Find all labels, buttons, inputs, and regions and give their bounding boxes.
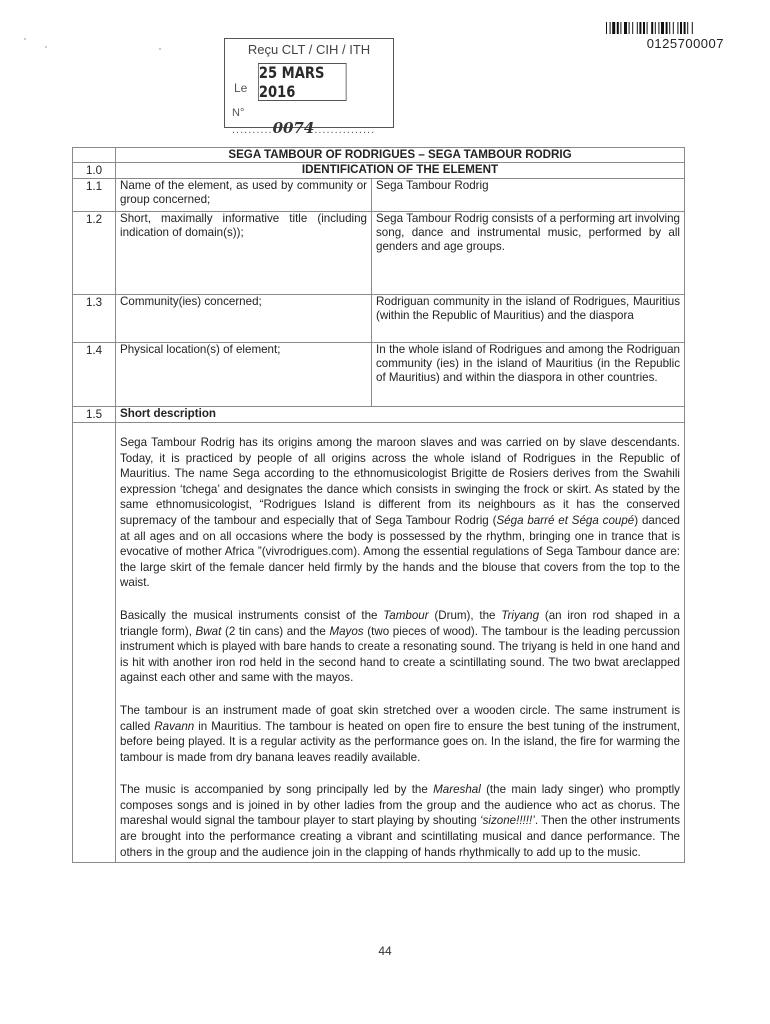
received-stamp	[224, 38, 394, 137]
barcode-bar	[620, 22, 621, 34]
document-title: SEGA TAMBOUR OF RODRIGUES – SEGA TAMBOUR RODRIG	[116, 148, 685, 163]
barcode-bar	[617, 22, 619, 34]
stamp-number-label: N°	[232, 107, 245, 119]
description-paragraph: Sega Tambour Rodrig has its origins among the maroon slaves and was carried on by slave descendants. Today, it is practiced by people of all origins across the whole island of Rodrigues in the Republic of Mauritius. The name Sega according to the ethnomusicologist Brigitte de Rosiers derives from the Swahili expression ‘tchega’ and designates the dance which consists in swinging the frock or skirt. As stated by the same ethnomusicologist, “Rodrigues Island is different from its neighbours as it has the conserved supremacy of the tambour and especially that of Sega Tambour Rodrig (Séga barré et Séga coupé) danced at all ages and on all occasions where the body is possessed by the rhythm, bringing one in trance that is evocative of mother Africa ”(vivrodrigues.com). Among the essential regulations of Sega Tambour dance are: the large skirt of the female dancer held firmly by the hands and the blouse that covers from the top to the waist.	[120, 436, 680, 590]
barcode-bar	[684, 22, 686, 34]
stamp-number-value: 0074	[272, 119, 315, 137]
barcode-bar	[692, 22, 693, 34]
barcode-bar	[629, 22, 630, 34]
barcode-bar	[610, 22, 611, 34]
barcode-bar	[655, 22, 656, 34]
barcode-bar	[680, 22, 682, 34]
section-number: 1.0	[73, 163, 116, 179]
section-heading: IDENTIFICATION OF THE ELEMENT	[116, 163, 685, 179]
barcode-bar	[606, 22, 607, 34]
barcode-bar	[687, 22, 688, 34]
scan-speck	[24, 38, 26, 40]
barcode-bar	[651, 22, 653, 34]
barcode-bar	[643, 22, 645, 34]
description-heading: Short description	[116, 407, 685, 423]
description-paragraph: Basically the musical instruments consist of the Tambour (Drum), the Triyang (an iron rod shaped in a triangle form), Bwat (2 tin cans) and the Mayos (two pieces of wood). The tambour is the leading percussion instrument which is played with bare hands to create a resonating sound. The triyang is held in one hand and is hit with another iron rod held in the second hand to create a scintillating sound. The two bwat areclapped against each other and same with the mayos.	[120, 608, 680, 685]
barcode-bar	[632, 22, 633, 34]
row-number: 1.5	[73, 407, 116, 423]
barcode-bar	[647, 22, 648, 34]
description-heading-row	[73, 407, 685, 423]
table-row	[73, 295, 685, 343]
page-number: 44	[378, 944, 392, 958]
row-value: Rodriguan community in the island of Rodrigues, Mauritius (within the Republic of Mauritius) and the diaspora	[372, 295, 685, 343]
row-value: Sega Tambour Rodrig	[372, 179, 685, 212]
description-paragraph: The tambour is an instrument made of goat skin stretched over a wooden circle. The same instrument is called Ravann in Mauritius. The tambour is heated on open fire to ensure the best tuning of the instrument, before being played. It is a regular activity as the performance goes on. In the island, the fire for warming the tambour is made from dry banana leaves readily available.	[120, 703, 680, 764]
description-body-row	[73, 423, 685, 863]
barcode-bar	[673, 22, 674, 34]
inventory-table	[72, 147, 685, 863]
row-number: 1.4	[73, 343, 116, 407]
table-row	[73, 212, 685, 295]
barcode-bar	[624, 22, 627, 34]
row-label: Physical location(s) of element;	[116, 343, 372, 407]
table-row	[73, 343, 685, 407]
scan-speck	[45, 46, 47, 48]
row-label: Name of the element, as used by community or group concerned;	[116, 179, 372, 212]
barcode-bar	[612, 22, 615, 34]
barcode-bar	[661, 22, 664, 34]
description-body	[116, 423, 685, 863]
barcode-bar	[637, 22, 638, 34]
row-number: 1.2	[73, 212, 116, 295]
description-paragraph: The music is accompanied by song principally led by the Mareshal (the main lady singer) who promptly composes songs and is joined in by other ladies from the group and the audience who act as chorus. The mareshal would signal the tambour player to start playing by shouting ‘sizone!!!!!’. Then the other instruments are brought into the performance creating a vibrant and scintillating musical and dance performance. The others in the group and the audience join in the clapping of hands rhythmically to add up to the music.	[120, 783, 680, 859]
row-value: Sega Tambour Rodrig consists of a performing art involving song, dance and instrumental music, performed by all genders and age groups.	[372, 212, 685, 295]
barcode	[606, 22, 722, 34]
barcode-bar	[669, 22, 670, 34]
barcode-bar	[677, 22, 678, 34]
title-row	[73, 148, 685, 163]
stamp-le-label: Le	[234, 81, 248, 95]
stamp-header: Reçu CLT / CIH / ITH	[247, 42, 371, 57]
row-label: Community(ies) concerned;	[116, 295, 372, 343]
section-row	[73, 163, 685, 179]
barcode-bar	[666, 22, 668, 34]
row-label: Short, maximally informative title (including indication of domain(s));	[116, 212, 372, 295]
stamp-date: 25 MARS 2016	[258, 63, 347, 101]
scan-speck	[159, 48, 161, 50]
row-value: In the whole island of Rodrigues and among the Rodriguan community (ies) in the island of Mauritius (in the Republic of Mauritius) and within the diaspora in other countries.	[372, 343, 685, 407]
stamp-number: N° ..........0074...............	[232, 107, 376, 137]
barcode-bar	[658, 22, 659, 34]
row-number: 1.1	[73, 179, 116, 212]
row-number: 1.3	[73, 295, 116, 343]
table-row	[73, 179, 685, 212]
barcode-number: 0125700007	[646, 36, 724, 51]
barcode-bar	[639, 22, 641, 34]
